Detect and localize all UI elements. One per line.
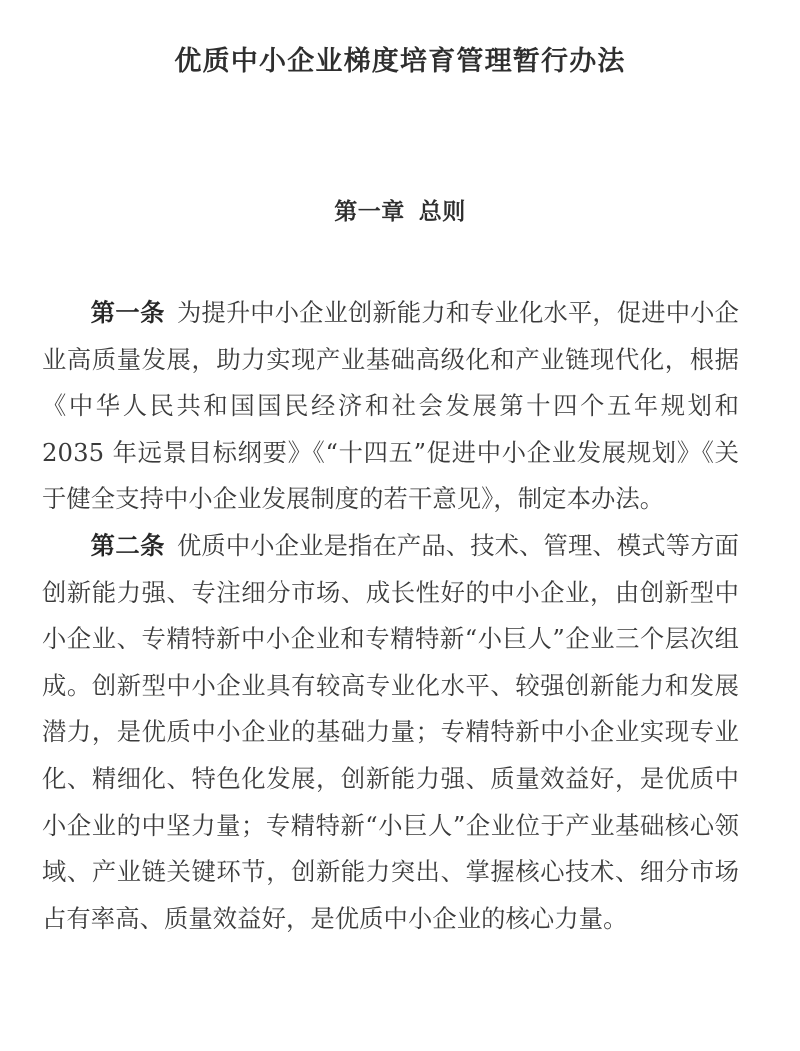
article-1-text: 为提升中小企业创新能力和专业化水平，促进中小企业高质量发展，助力实现产业基础高级化和产业链现代化，根据《中华人民共和国国民经济和社会发展第十四个五年规划和 2035 年远景目标纲要》《“十四五”促进中小企业发展规划》《关于健全支持中小企业发展制度的若干意见》，制定本办法。 (42, 298, 739, 514)
chapter-heading (0, 194, 800, 230)
article-2 (42, 523, 739, 942)
chapter-name: 总则 (418, 198, 466, 225)
article-1 (42, 290, 739, 523)
article-1-label: 第一条 (90, 298, 165, 327)
document-body (42, 290, 739, 942)
article-2-label: 第二条 (90, 530, 165, 560)
chapter-number: 第一章 (334, 198, 405, 225)
document-title: 优质中小企业梯度培育管理暂行办法 (174, 46, 626, 77)
article-2-text: 优质中小企业是指在产品、技术、管理、模式等方面创新能力强、专注细分市场、成长性好的中小企业，由创新型中小企业、专精特新中小企业和专精特新“小巨人”企业三个层次组成。创新型中小企业具有较高专业化水平、较强创新能力和发展潜力，是优质中小企业的基础力量；专精特新中小企业实现专业化、精细化、特色化发展，创新能力强、质量效益好，是优质中小企业的中坚力量；专精特新“小巨人”企业位于产业基础核心领域、产业链关键环节，创新能力突出、掌握核心技术、细分市场占有率高、质量效益好，是优质中小企业的核心力量。 (42, 530, 739, 933)
